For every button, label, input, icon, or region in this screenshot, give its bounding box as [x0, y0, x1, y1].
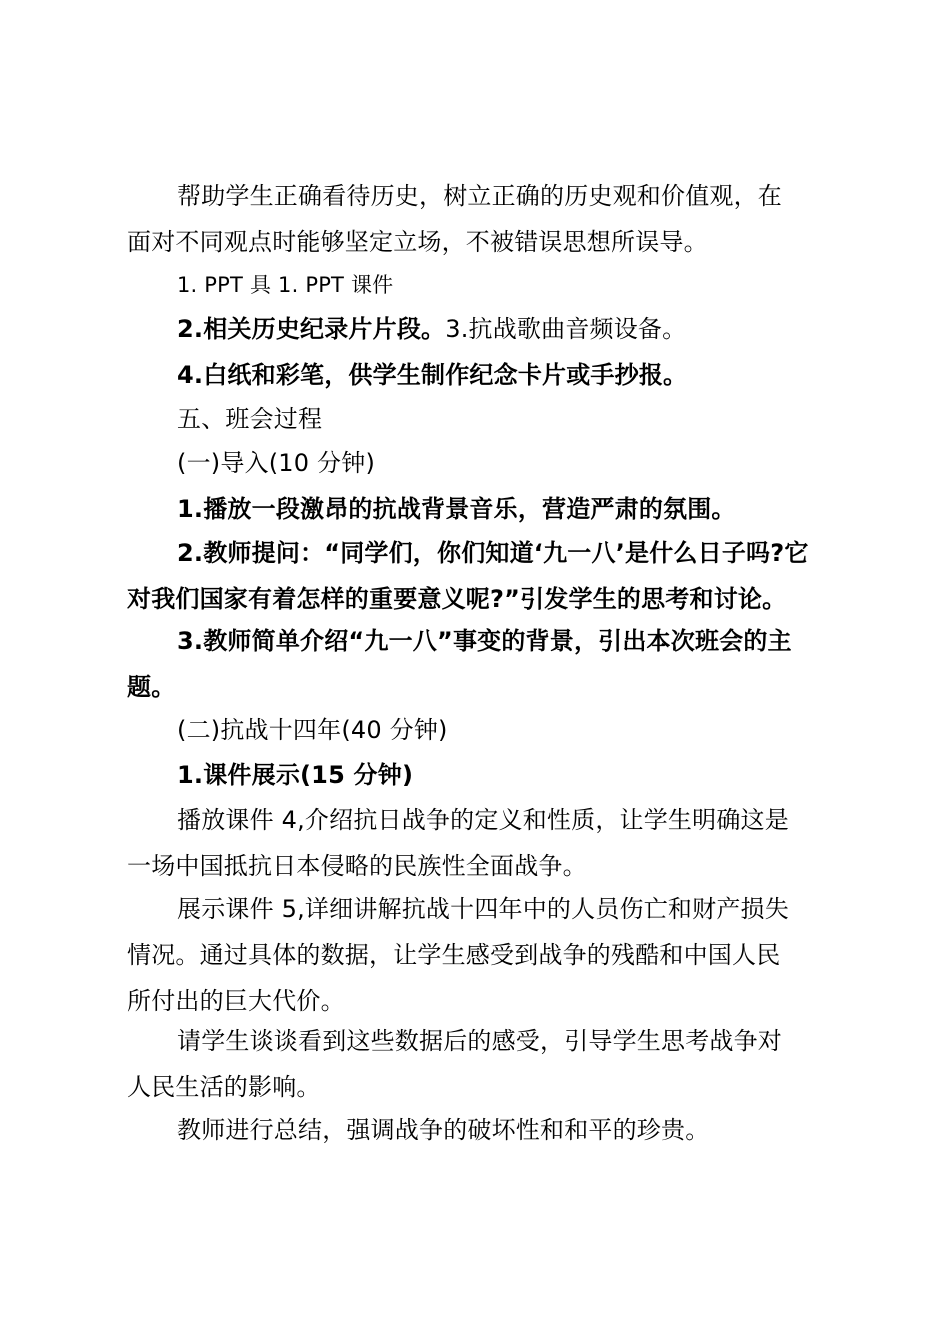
subsection-heading-intro — [127, 440, 827, 486]
section-heading-process — [127, 396, 827, 442]
text-line: 题。 — [127, 673, 176, 701]
text-line: (一)导入(10 分钟) — [177, 449, 376, 477]
paragraph-materials-4 — [127, 352, 827, 398]
text-line: 2.教师提问：“同学们，你们知道‘九一八’是什么日子吗?它 — [177, 539, 809, 567]
paragraph-materials-1 — [127, 262, 827, 308]
text-line: 帮助学生正确看待历史，树立正确的历史观和价值观，在 — [177, 182, 782, 210]
text-line: 一场中国抵抗日本侵略的民族性全面战争。 — [127, 852, 587, 880]
text-line: 1.播放一段激昂的抗战背景音乐，营造严肃的氛围。 — [177, 495, 736, 523]
paragraph-materials-2 — [127, 306, 827, 352]
text-line: 1. PPT 具 1. PPT 课件 — [177, 273, 394, 297]
text-line: 对我们国家有着怎样的重要意义呢?”引发学生的思考和讨论。 — [127, 585, 787, 613]
paragraph-courseware-4 — [127, 797, 827, 889]
text-bold-segment: 2.相关历史纪录片片段。 — [177, 315, 446, 343]
paragraph-courseware-heading — [127, 752, 827, 798]
text-line: 人民生活的影响。 — [127, 1073, 321, 1101]
paragraph-courseware-5 — [127, 886, 827, 1024]
text-line: 面对不同观点时能够坚定立场，不被错误思想所误导。 — [127, 228, 708, 256]
text-line: 4.白纸和彩笔，供学生制作纪念卡片或手抄报。 — [177, 361, 688, 389]
paragraph-student-feelings — [127, 1018, 827, 1110]
text-line: 请学生谈谈看到这些数据后的感受，引导学生思考战争对 — [177, 1027, 782, 1055]
paragraph-intro-1 — [127, 486, 827, 532]
text-line: 所付出的巨大代价。 — [127, 987, 345, 1015]
text-line: (二)抗战十四年(40 分钟) — [177, 716, 448, 744]
text-line: 1.课件展示(15 分钟) — [177, 761, 414, 789]
text-line: 播放课件 4,介绍抗日战争的定义和性质，让学生明确这是 — [177, 806, 789, 834]
text-line: 展示课件 5,详细讲解抗战十四年中的人员伤亡和财产损失 — [177, 895, 789, 923]
text-line: 教师进行总结，强调战争的破坏性和和平的珍贵。 — [177, 1116, 710, 1144]
text-line: 3.教师简单介绍“九一八”事变的背景，引出本次班会的主 — [177, 627, 792, 655]
text-normal-segment: 3.抗战歌曲音频设备。 — [445, 315, 687, 343]
text-line: 情况。通过具体的数据，让学生感受到战争的残酷和中国人民 — [127, 941, 781, 969]
paragraph-teacher-summary — [127, 1107, 827, 1153]
paragraph-intro-2 — [127, 530, 827, 622]
paragraph-intro-3 — [127, 618, 827, 710]
subsection-heading-fourteen-years — [127, 707, 827, 753]
text-line: 五、班会过程 — [177, 405, 323, 433]
paragraph-goal — [127, 173, 827, 265]
